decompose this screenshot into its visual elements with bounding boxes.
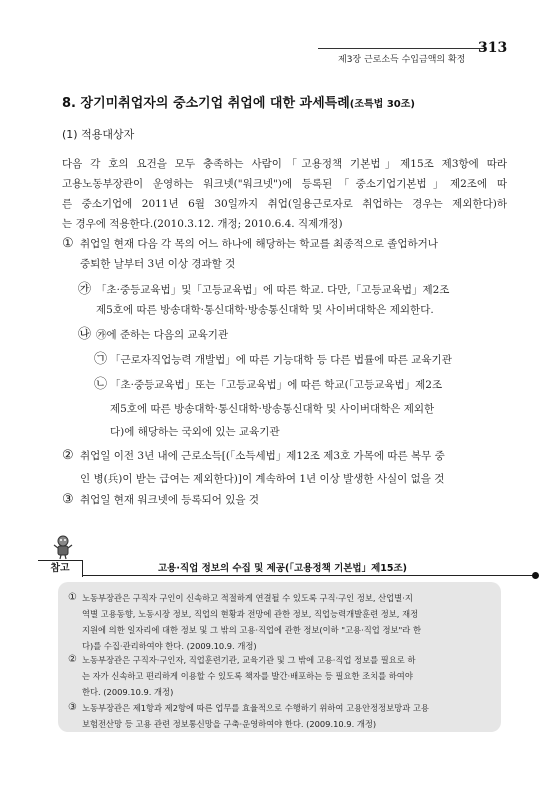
intro-line: 는 경우에 적용한다.(2010.3.12. 개정; 2010.6.4. 직제개정): [62, 218, 343, 230]
item-g1-line: 「근로자직업능력 개발법」에 따른 기능대학 등 다른 법률에 따른 교육기관: [110, 354, 452, 366]
note-item-line: 보험전산망 등 고용 관련 정보통신망을 구축·운영하여야 한다. (2009.10.9. 개정): [82, 719, 377, 729]
sub-heading: (1) 적용대상자: [62, 128, 135, 141]
note-item-line: 노동부장관은 제1항과 제2항에 따른 업무를 효율적으로 수행하기 위하여 고용안정정보망과 고용: [82, 703, 429, 713]
note-item-line: 다)를 수집·관리하여야 한다. (2009.10.9. 개정): [82, 641, 257, 651]
item-1-number: ①: [62, 236, 74, 251]
header-rule: [318, 48, 484, 49]
note-header: [38, 534, 508, 574]
note-item-line: 노동부장관은 구직자 구인이 신속하고 적절하게 연결될 수 있도록 구직·구인 정보, 산업별·지: [82, 593, 413, 603]
note-label: 참고: [50, 563, 70, 574]
note-item-line: 는 자가 신속하고 편리하게 이용할 수 있도록 책자를 발간·배포하는 등 필요한 조치를 하여야: [82, 671, 413, 681]
item-2-line: 취업일 이전 3년 내에 근로소득[(「소득세법」제12조 제3호 가목에 따른 복무 중: [80, 450, 445, 462]
item-g2-line: 제5호에 따른 방송대학·통신대학·방송통신대학 및 사이버대학은 제외한: [110, 403, 435, 415]
section-title-text: 8. 장기미취업자의 중소기업 취업에 대한 과세특례: [62, 96, 350, 111]
note-rule: [82, 575, 534, 576]
note-item: [68, 700, 488, 732]
intro-line: 고용노동부장관이 운영하는 워크넷("워크넷")에 등록된「중소기업기본법」제2조에 따: [62, 178, 507, 190]
intro-line: 다음 각 호의 요건을 모두 충족하는 사람이「고용정책 기본법」제15조 제3항에 따라: [62, 158, 507, 170]
note-item-number: ②: [68, 654, 77, 665]
note-item-line: 지원에 의한 일자리에 대한 정보 및 그 밖의 고용·직업에 관한 정보(이하 "고용·직업 정보"라 한: [82, 625, 421, 635]
item-3-number: ③: [62, 492, 74, 507]
note-item-number: ③: [68, 702, 77, 713]
item-na-line: ㉮에 준하는 다음의 교육기관: [96, 329, 229, 341]
item-2-line: 인 병(兵)이 받는 급여는 제외한다)]이 계속하여 1년 이상 발생한 사실이 없을 것: [80, 473, 445, 485]
note-item-line: 노동부장관은 구직자·구인자, 직업훈련기관, 교육기관 및 그 밖에 고용·직업 정보를 필요로 하: [82, 655, 416, 665]
item-1-line: 취업일 현재 다음 각 목의 어느 하나에 해당하는 학교를 최종적으로 졸업하거나: [80, 238, 438, 250]
chapter-title: 제3장 근로소득 수입금액의 확정: [338, 55, 466, 65]
intro-paragraph: [62, 154, 507, 234]
note-bullet-dot: [532, 572, 539, 579]
item-g2-line: 다)에 해당하는 국외에 있는 교육기관: [110, 426, 280, 438]
note-item-line: 역별 고용동향, 노동시장 정보, 직업의 현황과 전망에 관한 정보, 직업능력개발훈련 정보, 재정: [82, 609, 419, 619]
item-3-line: 취업일 현재 워크넷에 등록되어 있을 것: [80, 494, 259, 506]
note-item-number: ①: [68, 592, 77, 603]
mascot-icon: [52, 534, 74, 560]
item-2-number: ②: [62, 448, 74, 463]
note-item: [68, 590, 488, 654]
law-reference: (조특법 30조): [349, 99, 415, 110]
item-na-number: ㉯: [78, 327, 92, 342]
note-title: 고용·직업 정보의 수집 및 제공(「고용정책 기본법」제15조): [158, 563, 408, 574]
item-1-line: 중퇴한 날부터 3년 이상 경과할 것: [80, 258, 236, 270]
intro-line: 른 중소기업에 2011년 6월 30일까지 취업(일용근로자로 취업하는 경우는 제외한다)하: [62, 198, 507, 210]
note-item-line: 한다. (2009.10.9. 개정): [82, 687, 174, 697]
item-ga-line: 「초·중등교육법」및「고등교육법」에 따른 학교. 다만,「고등교육법」제2조: [96, 284, 450, 296]
item-g2-number: ㉡: [94, 377, 108, 392]
item-g1-number: ㉠: [94, 352, 108, 367]
item-g2-line: 「초·중등교육법」또는「고등교육법」에 따른 학교(「고등교육법」제2조: [110, 379, 443, 391]
item-ga-number: ㉮: [78, 282, 92, 297]
item-ga-line: 제5호에 따른 방송대학·통신대학·방송통신대학 및 사이버대학은 제외한다.: [96, 304, 434, 316]
note-item: [68, 652, 488, 700]
page-header: [0, 40, 550, 70]
section-title: [62, 92, 415, 111]
page-number: 313: [478, 40, 508, 56]
